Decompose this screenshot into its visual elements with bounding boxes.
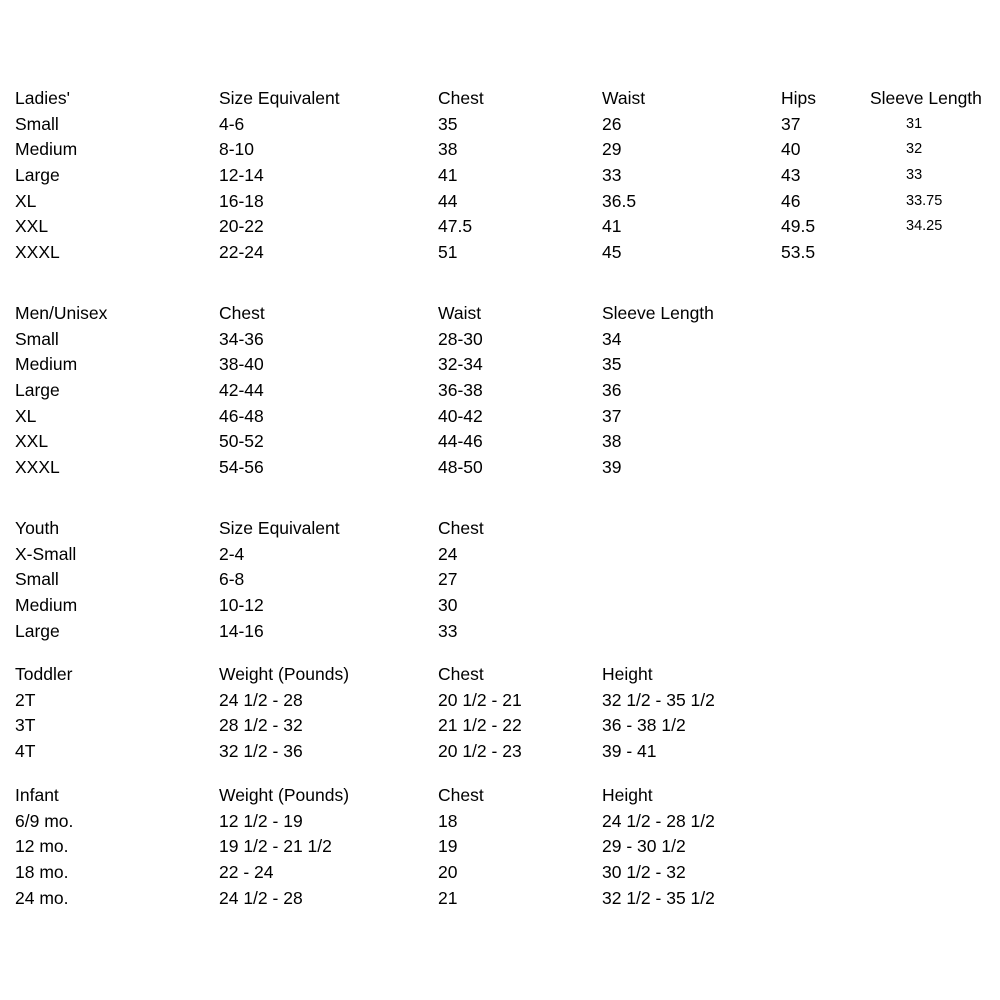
table-cell: 46-48 <box>219 405 264 426</box>
table-cell: 32 1/2 - 35 1/2 <box>602 887 715 908</box>
size-label: XL <box>15 190 37 211</box>
column-heading: Weight (Pounds) <box>219 664 350 684</box>
column-heading: Size Equivalent <box>219 518 340 538</box>
column-heading: Height <box>602 664 653 684</box>
table-row <box>0 713 1000 739</box>
table-row <box>0 688 1000 714</box>
table-cell: 12 1/2 - 19 <box>219 810 303 831</box>
table-cell: 36-38 <box>438 380 483 401</box>
column-heading: Chest <box>219 303 265 323</box>
table-cell: 33 <box>906 167 923 184</box>
youth-size-table <box>0 516 1000 644</box>
size-label: 4T <box>15 741 36 762</box>
table-header-row <box>0 783 1000 809</box>
table-cell: 34 <box>602 328 622 349</box>
column-heading: Waist <box>602 88 646 108</box>
size-label: Large <box>15 165 60 186</box>
table-cell: 18 <box>438 810 458 831</box>
table-cell: 39 - 41 <box>602 741 657 762</box>
column-heading: Sleeve Length <box>870 88 982 108</box>
size-label: Small <box>15 328 59 349</box>
size-label: XL <box>15 405 37 426</box>
table-header-row <box>0 516 1000 542</box>
table-cell: 19 1/2 - 21 1/2 <box>219 836 332 857</box>
table-cell: 8-10 <box>219 139 255 160</box>
table-row <box>0 214 1000 240</box>
table-cell: 35 <box>602 354 622 375</box>
table-cell: 19 <box>438 836 458 857</box>
size-label: Small <box>15 113 59 134</box>
table-cell: 45 <box>602 242 622 263</box>
size-label: Medium <box>15 139 78 160</box>
table-cell: 33 <box>602 165 622 186</box>
table-header-row <box>0 301 1000 327</box>
table-cell: 53.5 <box>781 242 816 263</box>
men-unisex-size-table <box>0 301 1000 481</box>
table-row <box>0 112 1000 138</box>
table-row <box>0 860 1000 886</box>
size-label: XXXL <box>15 457 60 478</box>
size-label: 2T <box>15 689 36 710</box>
table-row <box>0 542 1000 568</box>
table-cell: 36 - 38 1/2 <box>602 715 686 736</box>
table-header-row <box>0 86 1000 112</box>
table-cell: 46 <box>781 190 801 211</box>
size-label: Small <box>15 569 59 590</box>
column-heading: Weight (Pounds) <box>219 785 350 805</box>
table-row <box>0 378 1000 404</box>
table-cell: 28-30 <box>438 328 483 349</box>
table-cell: 4-6 <box>219 113 245 134</box>
table-cell: 54-56 <box>219 457 264 478</box>
column-heading: Hips <box>781 88 817 108</box>
table-header-row <box>0 662 1000 688</box>
column-heading: Chest <box>438 88 484 108</box>
table-cell: 41 <box>438 165 458 186</box>
table-cell: 6-8 <box>219 569 245 590</box>
table-row <box>0 404 1000 430</box>
table-cell: 21 <box>438 887 458 908</box>
table-cell: 20 1/2 - 23 <box>438 741 522 762</box>
size-label: Large <box>15 620 60 641</box>
table-cell: 29 - 30 1/2 <box>602 836 686 857</box>
table-cell: 49.5 <box>781 216 816 237</box>
table-cell: 20 1/2 - 21 <box>438 689 522 710</box>
infant-size-table <box>0 783 1000 911</box>
table-row <box>0 163 1000 189</box>
table-cell: 2-4 <box>219 543 245 564</box>
table-cell: 10-12 <box>219 595 264 616</box>
column-heading: Chest <box>438 785 484 805</box>
table-cell: 31 <box>906 115 923 132</box>
table-cell: 30 <box>438 595 458 616</box>
table-cell: 48-50 <box>438 457 483 478</box>
table-cell: 43 <box>781 165 801 186</box>
table-cell: 35 <box>438 113 458 134</box>
table-cell: 38 <box>602 431 622 452</box>
table-cell: 30 1/2 - 32 <box>602 862 686 883</box>
column-heading: Sleeve Length <box>602 303 714 323</box>
table-cell: 40 <box>781 139 801 160</box>
table-row <box>0 240 1000 266</box>
table-row <box>0 189 1000 215</box>
table-cell: 47.5 <box>438 216 473 237</box>
table-cell: 33.75 <box>906 192 943 209</box>
table-row <box>0 137 1000 163</box>
size-label: 6/9 mo. <box>15 810 74 831</box>
table-cell: 24 <box>438 543 458 564</box>
table-cell: 22 - 24 <box>219 862 274 883</box>
table-cell: 28 1/2 - 32 <box>219 715 303 736</box>
table-cell: 37 <box>602 405 622 426</box>
table-row <box>0 327 1000 353</box>
size-label: Large <box>15 380 60 401</box>
table-cell: 42-44 <box>219 380 264 401</box>
table-cell: 44-46 <box>438 431 483 452</box>
column-heading: Height <box>602 785 653 805</box>
size-label: 12 mo. <box>15 836 69 857</box>
table-cell: 36 <box>602 380 622 401</box>
table-row <box>0 429 1000 455</box>
table-cell: 12-14 <box>219 165 264 186</box>
size-label: 18 mo. <box>15 862 69 883</box>
table-cell: 29 <box>602 139 622 160</box>
table-cell: 44 <box>438 190 458 211</box>
table-cell: 32 1/2 - 35 1/2 <box>602 689 715 710</box>
size-label: XXXL <box>15 242 60 263</box>
size-label: Medium <box>15 354 78 375</box>
youth-category-heading: Youth <box>15 518 60 538</box>
table-cell: 20-22 <box>219 216 264 237</box>
table-cell: 22-24 <box>219 242 264 263</box>
table-cell: 24 1/2 - 28 <box>219 689 303 710</box>
table-cell: 21 1/2 - 22 <box>438 715 522 736</box>
table-cell: 38-40 <box>219 354 264 375</box>
table-row <box>0 834 1000 860</box>
table-row <box>0 455 1000 481</box>
table-cell: 37 <box>781 113 801 134</box>
table-cell: 34.25 <box>906 218 943 235</box>
table-cell: 39 <box>602 457 622 478</box>
table-cell: 41 <box>602 216 622 237</box>
table-cell: 26 <box>602 113 622 134</box>
infant-category-heading: Infant <box>15 785 59 805</box>
size-label: Medium <box>15 595 78 616</box>
table-row <box>0 739 1000 765</box>
table-cell: 16-18 <box>219 190 264 211</box>
table-cell: 20 <box>438 862 458 883</box>
table-cell: 27 <box>438 569 458 590</box>
table-row <box>0 886 1000 912</box>
table-cell: 34-36 <box>219 328 264 349</box>
toddler-size-table <box>0 662 1000 765</box>
table-row <box>0 809 1000 835</box>
toddler-category-heading: Toddler <box>15 664 73 684</box>
column-heading: Chest <box>438 664 484 684</box>
table-cell: 40-42 <box>438 405 483 426</box>
table-cell: 51 <box>438 242 458 263</box>
table-cell: 24 1/2 - 28 <box>219 887 303 908</box>
size-label: 24 mo. <box>15 887 69 908</box>
men-category-heading: Men/Unisex <box>15 303 108 323</box>
column-heading: Waist <box>438 303 482 323</box>
table-cell: 24 1/2 - 28 1/2 <box>602 810 715 831</box>
size-label: 3T <box>15 715 36 736</box>
table-cell: 33 <box>438 620 458 641</box>
table-cell: 50-52 <box>219 431 264 452</box>
size-label: XXL <box>15 431 49 452</box>
table-row <box>0 619 1000 645</box>
column-heading: Chest <box>438 518 484 538</box>
table-row <box>0 593 1000 619</box>
size-label: XXL <box>15 216 49 237</box>
column-heading: Size Equivalent <box>219 88 340 108</box>
table-cell: 36.5 <box>602 190 637 211</box>
ladies-size-table <box>0 86 1000 266</box>
table-cell: 32 1/2 - 36 <box>219 741 303 762</box>
table-cell: 32 <box>906 141 923 158</box>
table-cell: 32-34 <box>438 354 483 375</box>
table-row <box>0 567 1000 593</box>
table-cell: 38 <box>438 139 458 160</box>
table-cell: 14-16 <box>219 620 264 641</box>
size-label: X-Small <box>15 543 77 564</box>
table-row <box>0 352 1000 378</box>
ladies-category-heading: Ladies' <box>15 88 70 108</box>
